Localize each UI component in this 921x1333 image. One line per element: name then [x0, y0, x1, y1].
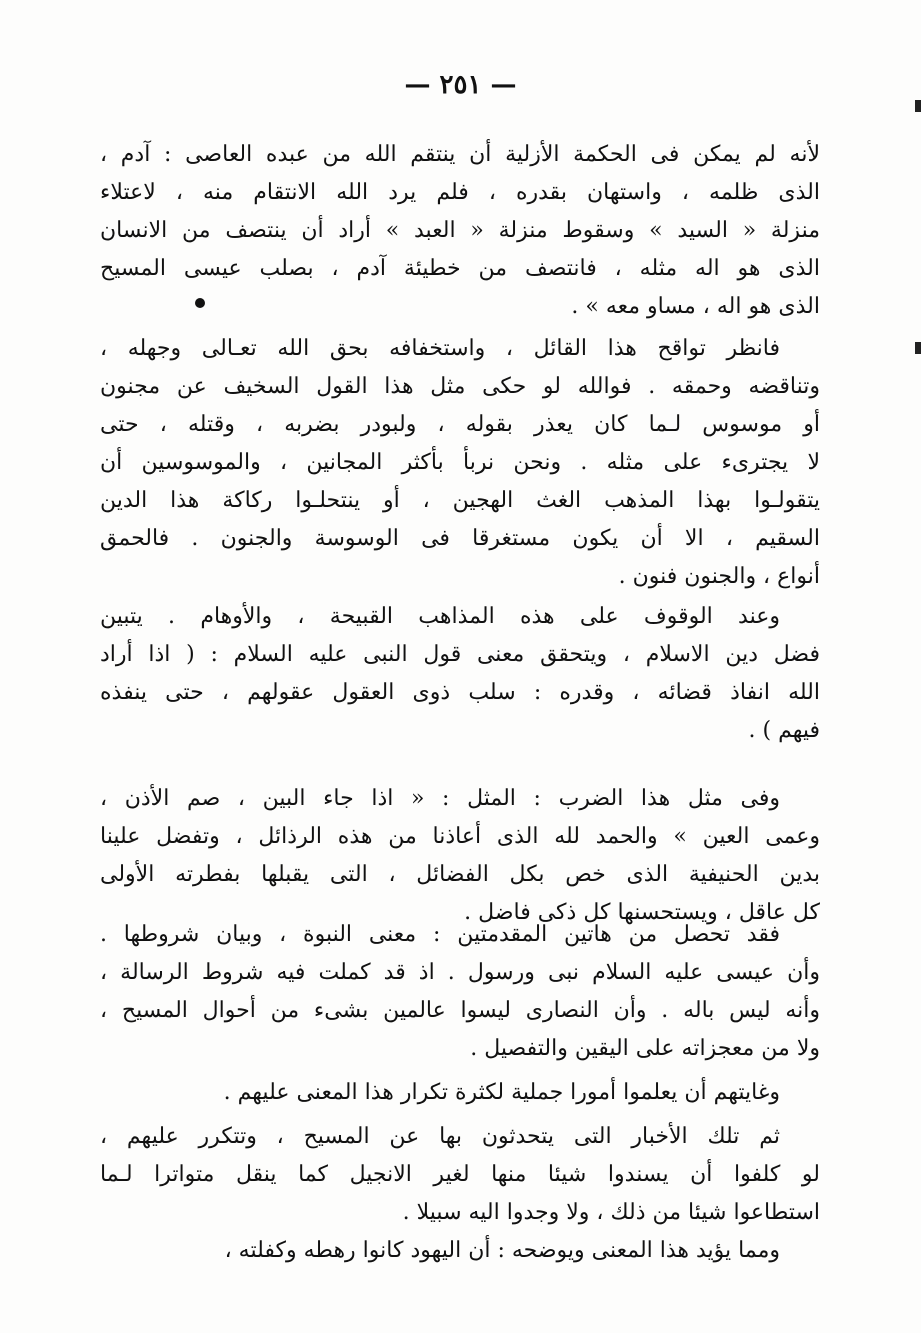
paragraph-line: وأنه ليس باله . وأن النصارى ليسوا عالمين بشىء من أحوال المسيح ،: [100, 998, 820, 1023]
paragraph-line: وتناقضه وحمقه . فوالله لو حكى مثل هذا القول السخيف عن مجنون: [100, 374, 820, 399]
paragraph-line: فيهم ) .: [748, 718, 820, 743]
paragraph-7: [100, 1118, 820, 1232]
paragraph-line: وأن عيسى عليه السلام نبى ورسول . اذ قد كملت فيه شروط الرسالة ،: [100, 960, 820, 985]
paragraph-line: استطاعوا شيئا من ذلك ، ولا وجدوا اليه سبيلا .: [402, 1200, 820, 1225]
edge-mark: [915, 342, 921, 354]
paragraph-line: فقد تحصل من هاتين المقدمتين : معنى النبوة ، وبيان شروطها .: [100, 922, 780, 947]
paragraph-4: [100, 780, 820, 932]
paragraph-line: الذى هو اله ، مساو معه » .: [571, 294, 820, 319]
paragraph-line: أو موسوس لـما كان يعذر بقوله ، ولبودر بضربه ، وقتله ، حتى: [100, 412, 820, 437]
paragraph-line: لأنه لم يمكن فى الحكمة الأزلية أن ينتقم الله من عبده العاصى : آدم ،: [100, 142, 820, 167]
paragraph-line: الله انفاذ قضائه ، وقدره : سلب ذوى العقول عقولهم ، حتى ينفذه: [100, 680, 820, 705]
paragraph-line: ولا من معجزاته على اليقين والتفصيل .: [470, 1036, 820, 1061]
paragraph-line: لا يجترىء على مثله . ونحن نربأ بأكثر المجانين ، والموسوسين أن: [100, 450, 820, 475]
paragraph-line: وعند الوقوف على هذه المذاهب القبيحة ، والأوهام . يتبين: [100, 604, 780, 629]
paragraph-line: كل عاقل ، ويستحسنها كل ذكى فاضل .: [464, 900, 820, 925]
paragraph-3: [100, 598, 820, 750]
paragraph-line: فضل دين الاسلام ، ويتحقق معنى قول النبى عليه السلام : ( اذا أراد: [100, 642, 820, 667]
paragraph-6: [100, 1074, 820, 1112]
paragraph-line: وغايتهم أن يعلموا أمورا جملية لكثرة تكرار هذا المعنى عليهم .: [223, 1080, 780, 1105]
paragraph-line: لو كلفوا أن يسندوا شيئا منها لغير الانجيل كما ينقل متواترا لـما: [100, 1162, 820, 1187]
paragraph-line: بدين الحنيفية الذى خص بكل الفضائل ، التى يقبلها بفطرته الأولى: [100, 862, 820, 887]
paragraph-8: [100, 1232, 820, 1270]
paragraph-line: السقيم ، الا أن يكون مستغرقا فى الوسوسة والجنون . فالحمق: [100, 526, 820, 551]
paragraph-line: منزلة « السيد » وسقوط منزلة « العبد » أراد أن ينتصف من الانسان: [100, 218, 820, 243]
paragraph-line: وفى مثل هذا الضرب : المثل : « اذا جاء البين ، صم الأذن ،: [100, 786, 780, 811]
paragraph-line: ومما يؤيد هذا المعنى ويوضحه : أن اليهود كانوا رهطه وكفلته ،: [224, 1238, 780, 1263]
page-number: — ٢٥١ —: [404, 70, 517, 100]
paragraph-5: [100, 916, 820, 1068]
paragraph-line: وعمى العين » والحمد لله الذى أعاذنا من هذه الرذائل ، وتفضل علينا: [100, 824, 820, 849]
paragraph-line: الذى ظلمه ، واستهان بقدره ، فلم يرد الله الانتقام منه ، لاعتلاء: [100, 180, 820, 205]
paragraph-2: [100, 330, 820, 596]
edge-mark: [915, 100, 921, 112]
paragraph-line: يتقولـوا بهذا المذهب الغث الهجين ، أو ينتحلـوا ركاكة هذا الدين: [100, 488, 820, 513]
paragraph-line: ثم تلك الأخبار التى يتحدثون بها عن المسيح ، وتتكرر عليهم ،: [100, 1124, 780, 1149]
paragraph-line: أنواع ، والجنون فنون .: [618, 564, 820, 589]
paragraph-line: الذى هو اله مثله ، فانتصف من خطيئة آدم ، بصلب عيسى المسيح: [100, 256, 820, 281]
paragraph-line: فانظر تواقح هذا القائل ، واستخفافه بحق الله تعـالى وجهله ،: [100, 336, 780, 361]
paragraph-1: [100, 136, 820, 326]
